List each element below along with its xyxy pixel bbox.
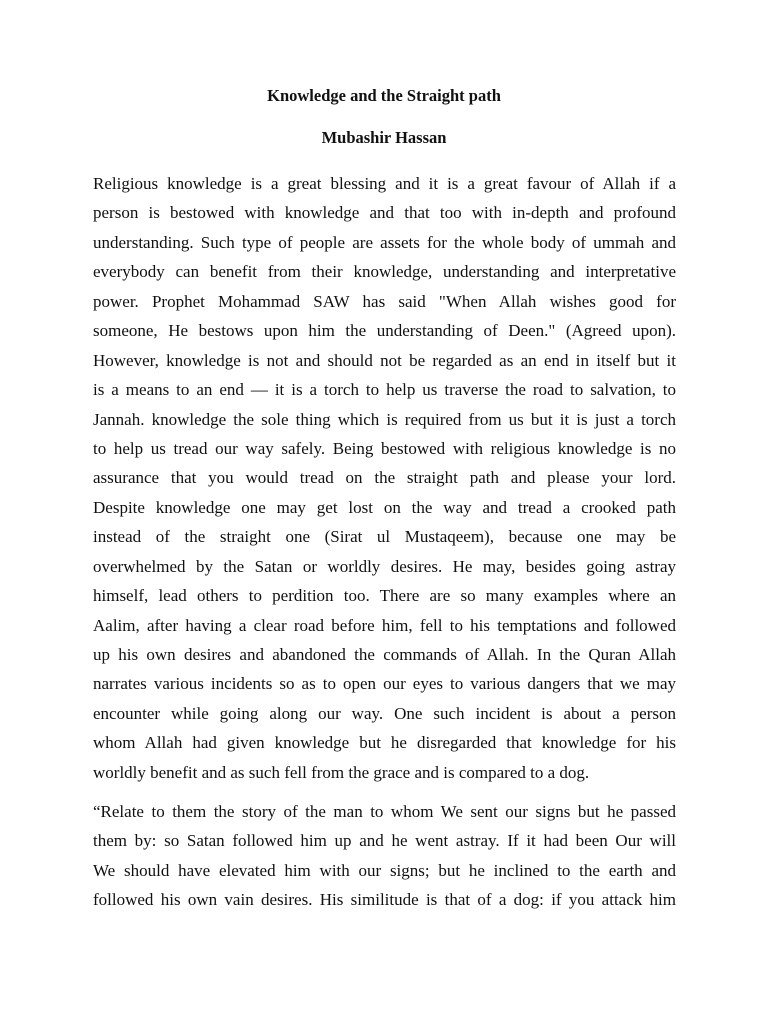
text-line: himself, lead others to perdition too. There are so many examples where an bbox=[93, 586, 676, 606]
text-line: encounter while going along our way. One such incident is about a person bbox=[93, 703, 676, 723]
text-line: person is bestowed with knowledge and that too with in-depth and profound bbox=[93, 203, 676, 223]
text-line: Jannah. knowledge the sole thing which is required from us but it is just a torch bbox=[93, 409, 676, 429]
document-title: Knowledge and the Straight path bbox=[267, 86, 501, 105]
text-line: However, knowledge is not and should not be regarded as an end in itself but it bbox=[93, 350, 676, 370]
text-line: everybody can benefit from their knowledge, understanding and interpretative bbox=[93, 262, 676, 282]
text-line: Religious knowledge is a great blessing and it is a great favour of Allah if a bbox=[93, 174, 676, 193]
paragraph-2-quote bbox=[93, 797, 676, 915]
text-line: “Relate to them the story of the man to whom We sent our signs but he passed bbox=[93, 802, 676, 821]
text-line: them by: so Satan followed him up and he went astray. If it had been Our will bbox=[93, 831, 676, 851]
text-line: understanding. Such type of people are assets for the whole body of ummah and bbox=[93, 232, 676, 252]
text-line: overwhelmed by the Satan or worldly desires. He may, besides going astray bbox=[93, 556, 676, 576]
text-line: worldly benefit and as such fell from the grace and is compared to a dog. bbox=[93, 762, 590, 782]
text-line: whom Allah had given knowledge but he disregarded that knowledge for his bbox=[93, 733, 676, 753]
text-line: Despite knowledge one may get lost on the way and tread a crooked path bbox=[93, 497, 676, 517]
text-line: instead of the straight one (Sirat ul Mustaqeem), because one may be bbox=[93, 527, 676, 547]
text-line: We should have elevated him with our signs; but he inclined to the earth and bbox=[93, 860, 676, 880]
text-line: narrates various incidents so as to open our eyes to various dangers that we may bbox=[93, 674, 676, 694]
text-line: followed his own vain desires. His similitude is that of a dog: if you attack him bbox=[93, 890, 676, 910]
text-line: is a means to an end — it is a torch to help us traverse the road to salvation, to bbox=[93, 380, 676, 400]
text-line: power. Prophet Mohammad SAW has said "When Allah wishes good for bbox=[93, 291, 676, 311]
text-line: up his own desires and abandoned the commands of Allah. In the Quran Allah bbox=[93, 645, 676, 664]
text-line: to help us tread our way safely. Being bestowed with religious knowledge is no bbox=[93, 438, 676, 458]
paragraph-1 bbox=[93, 169, 676, 787]
document-author: Mubashir Hassan bbox=[321, 128, 447, 147]
text-line: assurance that you would tread on the straight path and please your lord. bbox=[93, 468, 676, 488]
text-line: Aalim, after having a clear road before him, fell to his temptations and followed bbox=[93, 615, 676, 635]
text-line: someone, He bestows upon him the understanding of Deen." (Agreed upon). bbox=[93, 321, 676, 341]
